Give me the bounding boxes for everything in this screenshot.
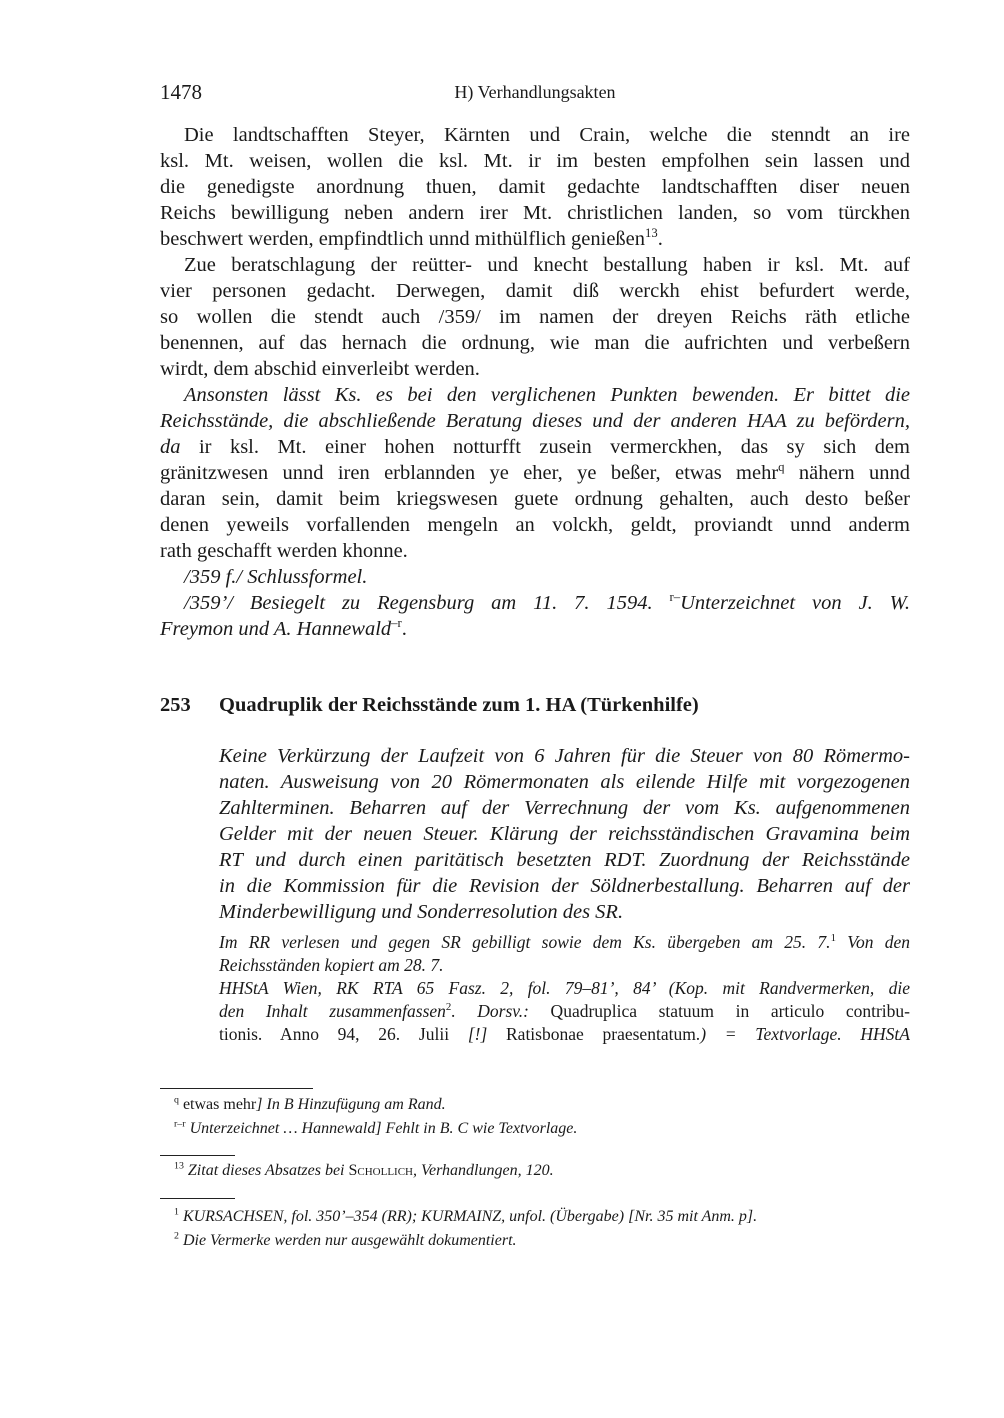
text-segment: Im RR verlesen und gegen SR gebilligt sowie dem Ks. übergeben am 25. 7. bbox=[219, 932, 831, 952]
text-line bbox=[219, 743, 910, 769]
note-marker: q bbox=[174, 1094, 179, 1106]
text-segment: Minderbewilligung und Sonderresolution des SR. bbox=[219, 901, 624, 923]
page-number: 1478 bbox=[160, 80, 202, 104]
text-line bbox=[174, 1093, 914, 1117]
text-line bbox=[160, 460, 910, 486]
text-line bbox=[160, 252, 910, 278]
document-title: Quadruplik der Reichsstände zum 1. HA (Türkenhilfe) bbox=[219, 694, 699, 716]
text-segment: denen yeweils vorfallenden mengeln an volckh, geldt, proviandt unnd anderm bbox=[160, 514, 910, 536]
text-segment: . bbox=[657, 228, 663, 250]
text-line bbox=[160, 590, 910, 616]
text-line bbox=[219, 1000, 910, 1023]
text-line bbox=[174, 1159, 914, 1183]
text-line bbox=[160, 486, 910, 512]
text-segment: so wollen die stendt auch /359/ im namen der dreyen Reichs räth etliche bbox=[160, 306, 910, 328]
text-line bbox=[160, 564, 910, 590]
text-line bbox=[219, 847, 910, 873]
text-segment: die genedigste anordnung thuen, damit gedachte landtschafften diser neuen bbox=[160, 176, 910, 198]
text-line bbox=[160, 122, 910, 148]
note-marker: 1 bbox=[830, 932, 836, 945]
text-segment: [!] bbox=[467, 1024, 488, 1044]
text-line bbox=[219, 977, 910, 1000]
document-heading bbox=[160, 694, 699, 717]
text-line bbox=[160, 512, 910, 538]
note-marker: r–r bbox=[174, 1118, 186, 1130]
text-line bbox=[160, 200, 910, 226]
apparatus-footnotes bbox=[174, 1093, 914, 1141]
note-marker: 2 bbox=[174, 1230, 179, 1242]
running-title: H) Verhandlungsakten bbox=[454, 82, 616, 102]
text-segment: RT und durch einen paritätisch besetzten RDT. Zuordnung der Reichsstände bbox=[219, 849, 910, 871]
text-segment: Die landtschafften Steyer, Kärnten und Crain, welche die stenndt an ire bbox=[184, 124, 910, 146]
footnote-divider bbox=[160, 1155, 235, 1156]
text-segment: Von den bbox=[835, 932, 910, 952]
text-segment: Reichsständen kopiert am 28. 7. bbox=[219, 955, 444, 975]
note-marker: 13 bbox=[174, 1160, 184, 1172]
text-line bbox=[160, 434, 910, 460]
document-number: 253 bbox=[160, 694, 191, 716]
note-marker: –r bbox=[391, 616, 402, 631]
text-segment: da bbox=[160, 436, 181, 458]
text-line bbox=[219, 795, 910, 821]
document-summary bbox=[219, 743, 910, 925]
text-line bbox=[160, 356, 910, 382]
text-line bbox=[160, 304, 910, 330]
text-segment: . bbox=[401, 618, 407, 640]
document-footnotes bbox=[174, 1205, 914, 1253]
note-marker: 2 bbox=[445, 1001, 452, 1014]
commentary-footnotes bbox=[174, 1159, 914, 1183]
text-line bbox=[160, 226, 910, 252]
text-segment: Ratisbonae praesentatum. bbox=[487, 1024, 701, 1044]
note-marker: 1 bbox=[174, 1206, 179, 1218]
text-segment: . Dorsv.: bbox=[451, 1001, 529, 1021]
text-segment: naten. Ausweisung von 20 Römermonaten als eilende Hilfe mit vorgezogenen bbox=[219, 771, 910, 793]
text-segment: Zue beratschlagung der reütter- und knecht bestallung haben ir ksl. Mt. auf bbox=[184, 254, 910, 276]
text-segment: /359’/ Besiegelt zu Regensburg am 11. 7. 1594. bbox=[184, 592, 670, 614]
text-segment: benennen, auf das hernach die ordnung, wie man die aufrichten und verbeßern bbox=[160, 332, 910, 354]
text-line bbox=[160, 174, 910, 200]
text-segment: in die Kommission für die Revision der Söldnerbestallung. Beharren auf der bbox=[219, 875, 910, 897]
text-line bbox=[219, 954, 910, 977]
text-segment: , Verhandlungen, 120. bbox=[413, 1162, 554, 1179]
text-segment: KURSACHSEN, fol. 350’–354 (RR); KURMAINZ, unfol. (Übergabe) [Nr. 35 mit Anm. p]. bbox=[178, 1208, 758, 1225]
text-segment: ) = Textvorlage. HHStA bbox=[700, 1024, 910, 1044]
text-segment: rath geschafft werden khonne. bbox=[160, 540, 408, 562]
text-line bbox=[160, 382, 910, 408]
text-segment: nähern unnd bbox=[784, 462, 910, 484]
footnote-divider bbox=[160, 1088, 313, 1089]
text-line bbox=[160, 408, 910, 434]
text-line bbox=[174, 1117, 914, 1141]
text-line bbox=[160, 538, 910, 564]
text-segment: Quadruplica statuum in articulo contribu- bbox=[528, 1001, 910, 1021]
text-segment: beschwert werden, empfindtlich unnd mithülflich genießen bbox=[160, 228, 646, 250]
source-notes bbox=[219, 931, 910, 1046]
text-segment: Ansonsten lässt Ks. es bei den verglichenen Punkten bewenden. Er bittet die bbox=[184, 384, 910, 406]
text-segment: Zitat dieses Absatzes bei bbox=[183, 1162, 349, 1179]
text-line bbox=[160, 330, 910, 356]
text-segment: Freymon und A. Hannewald bbox=[160, 618, 392, 640]
text-segment: Reichs bewilligung neben andern irer Mt. christlichen landen, so vom türckhen bbox=[160, 202, 910, 224]
text-segment: ] In B Hinzufügung am Rand. bbox=[256, 1096, 446, 1113]
text-line bbox=[219, 769, 910, 795]
text-line bbox=[219, 899, 910, 925]
text-segment: ir ksl. Mt. einer hohen notturfft zusein vermerckhen, das sy sich dem bbox=[180, 436, 910, 458]
text-segment: Keine Verkürzung der Laufzeit von 6 Jahren für die Steuer von 80 Römermo- bbox=[219, 745, 910, 767]
note-marker: q bbox=[778, 460, 785, 475]
text-segment: wirdt, dem abschid einverleibt werden. bbox=[160, 358, 480, 380]
text-segment: HHStA Wien, RK RTA 65 Fasz. 2, fol. 79–81’, 84’ (Kop. mit Randvermerken, die bbox=[219, 978, 910, 998]
text-line bbox=[160, 278, 910, 304]
text-segment: Unterzeichnet … Hannewald] Fehlt in B. C wie Textvorlage. bbox=[185, 1120, 578, 1137]
text-line bbox=[219, 821, 910, 847]
text-segment: Zahlterminen. Beharren auf der Verrechnung der vom Ks. aufgenommenen bbox=[219, 797, 910, 819]
text-segment: Gelder mit der neuen Steuer. Klärung der reichsständischen Gravamina beim bbox=[219, 823, 910, 845]
text-line bbox=[174, 1229, 914, 1253]
text-line bbox=[160, 616, 910, 642]
text-segment: etwas mehr bbox=[178, 1096, 257, 1113]
text-line bbox=[174, 1205, 914, 1229]
text-segment: Die Vermerke werden nur ausgewählt dokumentiert. bbox=[178, 1232, 517, 1249]
text-segment: daran sein, damit beim kriegswesen guete ordnung gehalten, auch desto beßer bbox=[160, 488, 910, 510]
text-segment: vier personen gedacht. Derwegen, damit diß werckh ehist befurdert werde, bbox=[160, 280, 910, 302]
footnote-divider bbox=[160, 1198, 235, 1199]
note-marker: r– bbox=[669, 590, 681, 605]
text-segment: tionis. Anno 94, 26. Julii bbox=[219, 1024, 468, 1044]
text-line bbox=[160, 148, 910, 174]
note-marker: 13 bbox=[645, 226, 658, 241]
text-segment: /359 f./ Schlussformel. bbox=[184, 566, 368, 588]
text-segment: Unterzeichnet von J. W. bbox=[680, 592, 911, 614]
text-segment: gränitzwesen unnd iren erblannden ye eher, ye beßer, etwas mehr bbox=[160, 462, 779, 484]
text-line bbox=[219, 873, 910, 899]
text-segment: den Inhalt zusammenfassen bbox=[219, 1001, 446, 1021]
text-line bbox=[219, 1023, 910, 1046]
text-line bbox=[219, 931, 910, 954]
text-segment: Schollich bbox=[348, 1162, 414, 1179]
text-segment: Reichsstände, die abschließende Beratung dieses und der anderen HAA zu befördern, bbox=[160, 410, 910, 432]
text-segment: ksl. Mt. weisen, wollen die ksl. Mt. ir im besten empfolhen sein lassen und bbox=[160, 150, 910, 172]
body-text bbox=[160, 122, 910, 642]
